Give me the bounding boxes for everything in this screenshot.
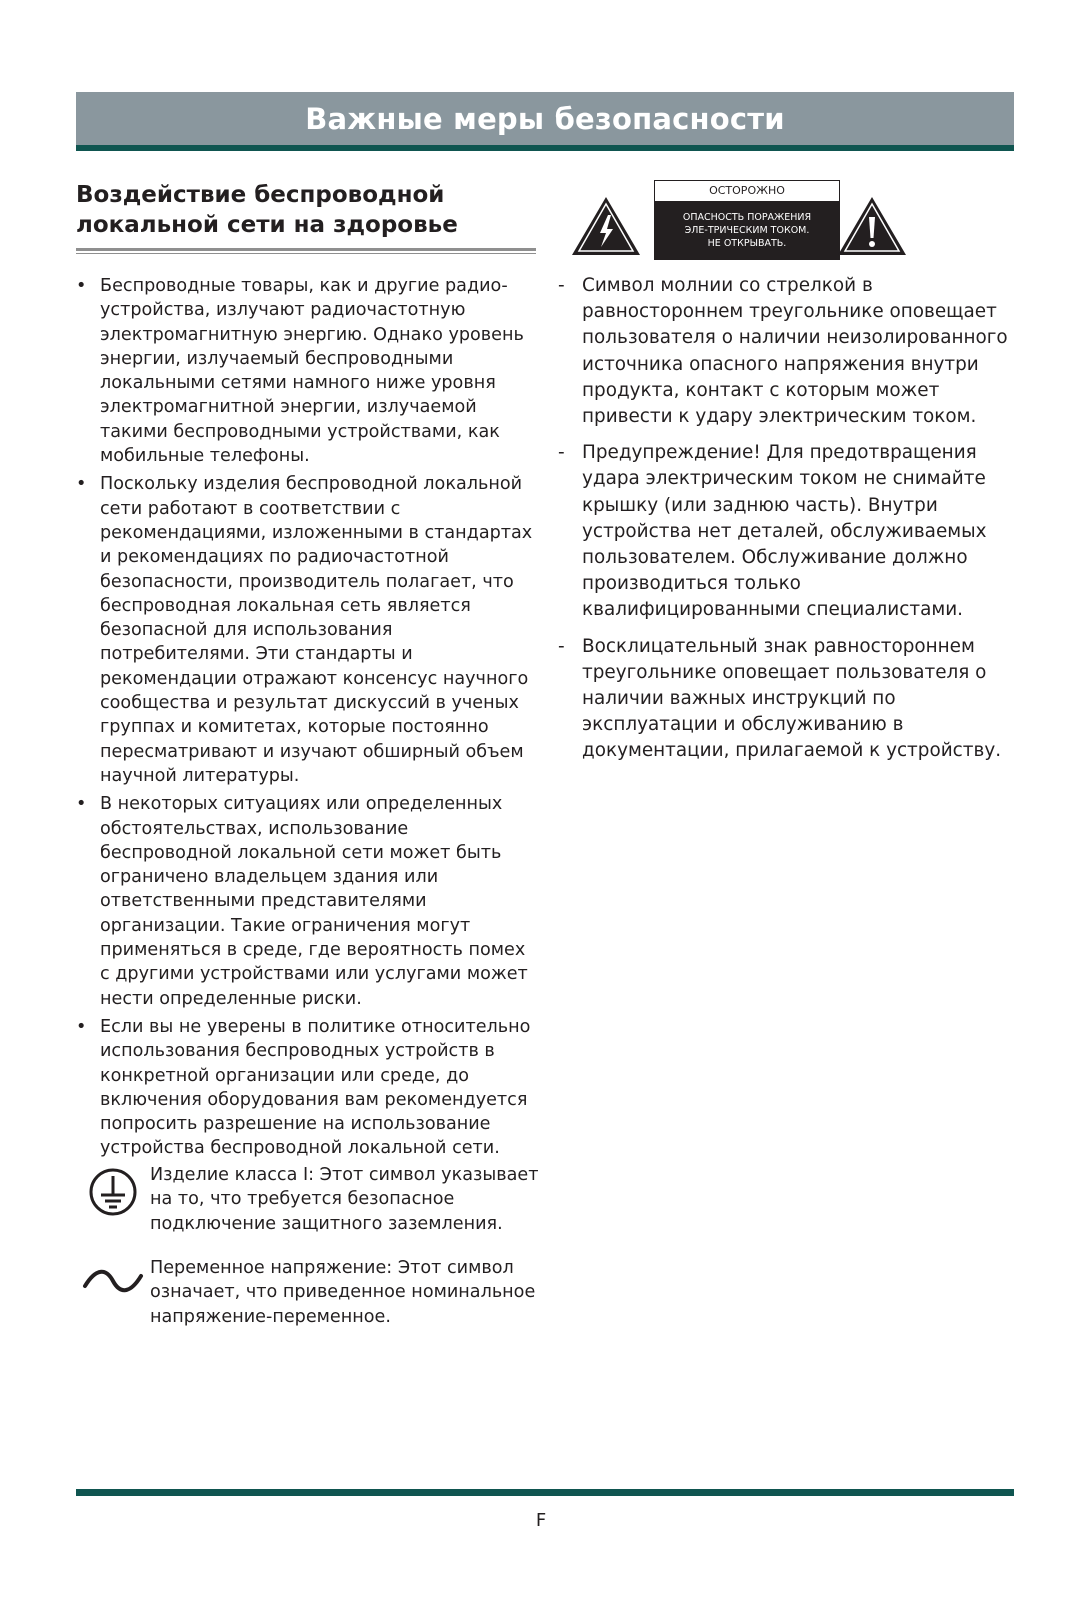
caution-message-line-2: ЭЛЕ-ТРИЧЕСКИМ ТОКОМ. [684, 225, 810, 236]
list-item [558, 273, 1016, 430]
list-item [76, 274, 536, 468]
page-number: F [535, 1510, 547, 1531]
caution-label: ОСТОРОЖНО [655, 181, 839, 202]
header-bar [76, 92, 1014, 151]
list-item [76, 472, 536, 788]
dash-marker: - [558, 275, 565, 296]
class-one-symbol-row [76, 1163, 546, 1236]
dash-marker: - [558, 635, 565, 657]
footer-bar [76, 1489, 1014, 1496]
protective-earth-icon [76, 1163, 150, 1236]
caution-message-line-3: НЕ ОТКРЫВАТЬ. [707, 238, 787, 249]
list-item-text: Восклицательный знак равностороннем треугольнике оповещает пользователя о наличии важных инструкций по эксплуатации и обслуживанию в документации, прилагаемой к устройству. [582, 635, 1002, 762]
list-item-text: Если вы не уверены в политике относительно использования беспроводных устройств в конкретной организации или среде, до включения оборудования вам рекомендуется попросить разрешение на использование устройства беспроводной локальной сети. [100, 1016, 531, 1159]
caution-label-box [654, 180, 840, 260]
exclamation-triangle-icon [836, 195, 908, 261]
list-item [76, 1015, 536, 1161]
list-item [76, 792, 536, 1011]
list-item-text: Поскольку изделия беспроводной локальной сети работают в соответствии с рекомендациями, изложенными в стандартах и рекомендациях по радиочастотной безопасности, производитель полагает, что беспроводная локальная сеть является безопасной для использования потребителями. Эти стандарты и рекомендации отражают консенсус научного сообщества и результат дискуссий в ученых группах и комитетах, которые постоянно пересматривают и изучают обширный объем научной литературы. [100, 474, 533, 786]
list-item-text: В некоторых ситуациях или определенных обстоятельствах, использование беспроводной локальной сети может быть ограничено владельцем здания или ответственными представителями организации. Такие ограничения могут применяться в среде, где вероятность помех с другими устройствами или услугами может нести определенные риски. [100, 794, 528, 1009]
bullet-marker: • [76, 794, 87, 815]
ac-symbol-text: Переменное напряжение: Этот символ означает, что приведенное номинальное напряжение-переменное. [150, 1258, 536, 1327]
list-item-text: Символ молнии со стрелкой в равностороннем треугольнике оповещает пользователя о наличии неизолированного источника опасного напряжения внутри продукта, контакт с которым может привести к удару электрическим током. [582, 275, 1008, 428]
right-column [558, 180, 1016, 775]
section-title [76, 180, 536, 240]
section-title-rule [76, 248, 536, 254]
list-item-text: Предупреждение! Для предотвращения удара электрическим током не снимайте крышку (или заднюю часть). Внутри устройства нет деталей, обслуживаемых пользователем. Обслуживание должно производиться только квалифицированными специалистами. [582, 442, 987, 621]
electric-shock-warning-graphic [566, 180, 1016, 265]
bullet-marker: • [76, 1016, 87, 1037]
section-title-line-2: локальной сети на здоровье [76, 212, 458, 238]
class-one-symbol-text: Изделие класса I: Этот символ указывает на то, что требуется безопасное подключение защитного заземления. [150, 1165, 539, 1234]
left-column [76, 180, 536, 1165]
caution-message [655, 202, 839, 259]
page-title: Важные меры безопасности [305, 101, 785, 136]
alternating-current-icon [76, 1256, 150, 1329]
list-item-text: Беспроводные товары, как и другие радио-устройства, излучают радиочастотную электромагнитную энергию. Однако уровень энергии, излучаемый беспроводными локальными сетями намного ниже уровня электромагнитной энергии, излучаемой такими беспроводными устройствами, как мобильные телефоны. [100, 276, 524, 467]
bullet-marker: • [76, 276, 87, 296]
lightning-triangle-icon [570, 195, 642, 261]
warning-symbol-list [558, 273, 1016, 765]
list-item [558, 440, 1016, 623]
bullet-list [76, 274, 536, 1161]
list-item [558, 634, 1016, 765]
caution-message-line-1: ОПАСНОСТЬ ПОРАЖЕНИЯ [682, 212, 812, 223]
dash-marker: - [558, 442, 565, 464]
ac-symbol-row [76, 1256, 546, 1329]
section-title-line-1: Воздействие беспроводной [76, 182, 445, 208]
bullet-marker: • [76, 474, 87, 495]
